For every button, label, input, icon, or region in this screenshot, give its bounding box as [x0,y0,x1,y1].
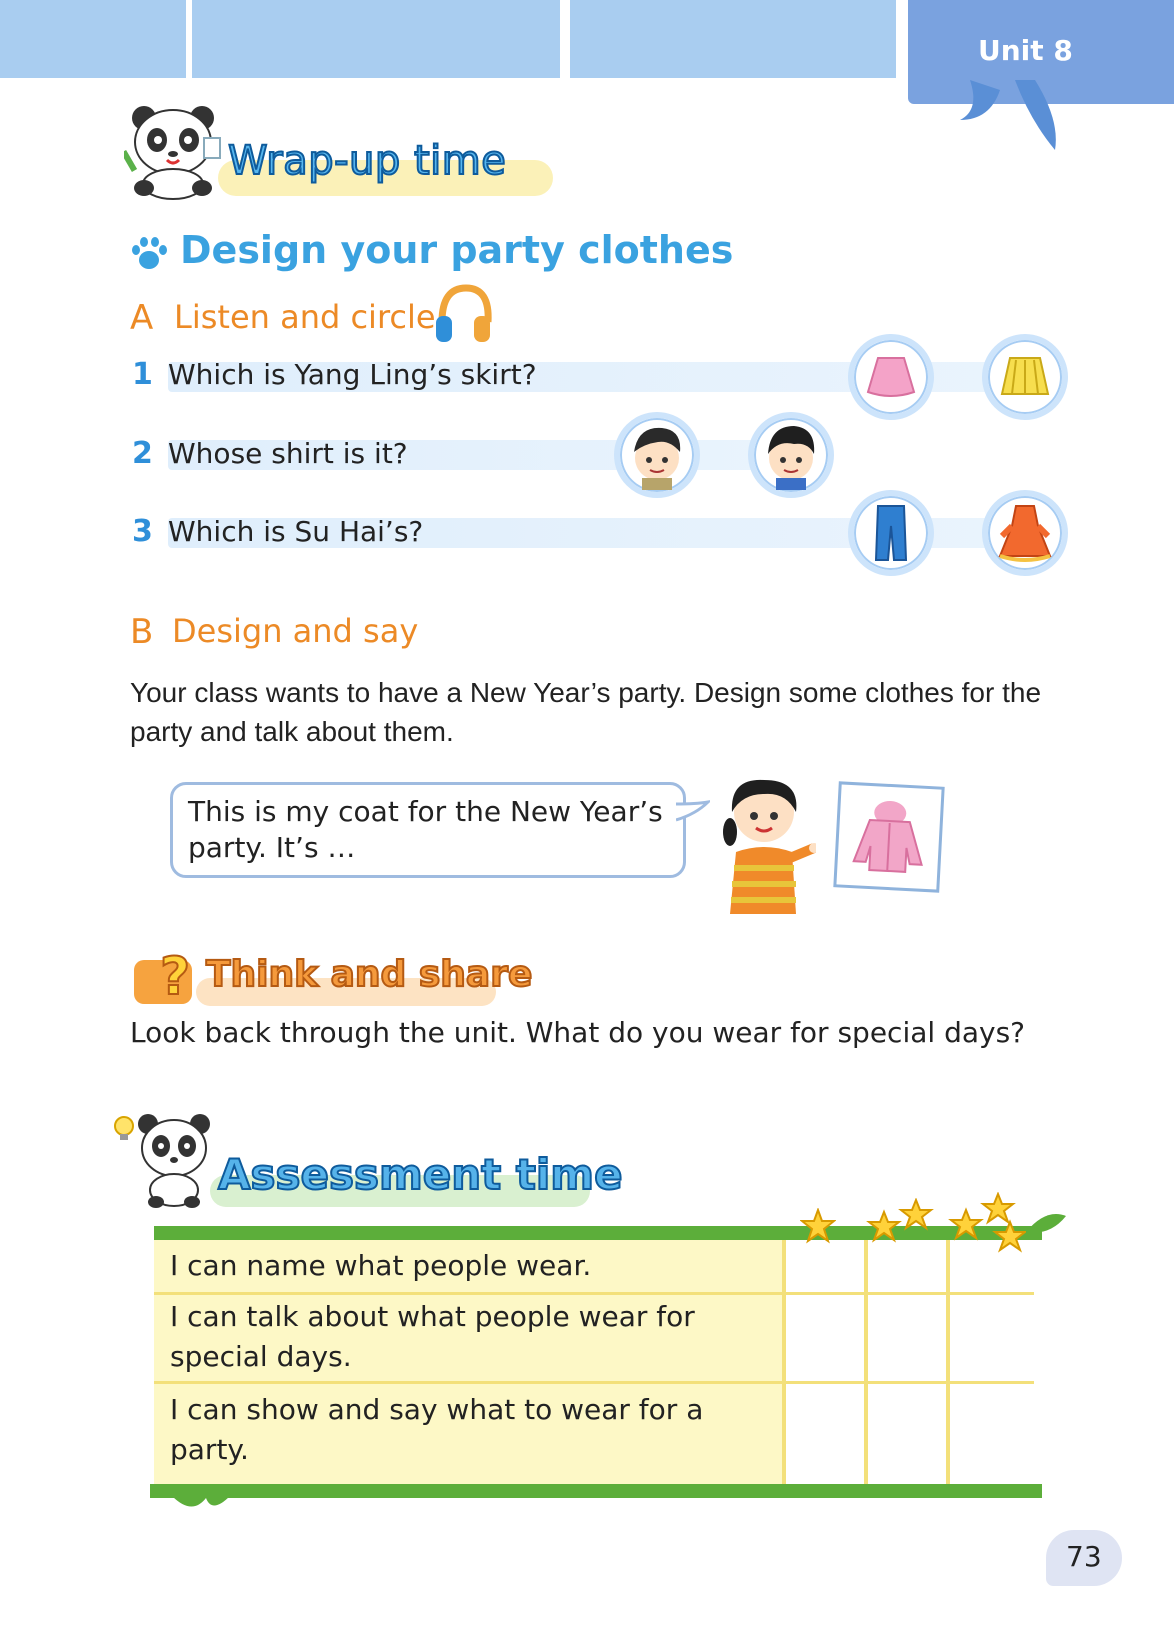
two-stars-icon [866,1198,936,1246]
boy-face-icon [754,418,828,492]
assessment-title: Assessment time [218,1150,623,1199]
choice-boy-1[interactable] [614,412,700,498]
activity-title: Design your party clothes [180,228,734,272]
unit-label: Unit 8 [978,34,1073,67]
question-number: 3 [132,514,153,549]
banner-strip [570,0,896,78]
svg-text:?: ? [160,947,191,1006]
question-number: 2 [132,436,153,471]
panda-mascot-icon [124,104,224,200]
leaf-decoration-icon [1026,1212,1066,1242]
pink-skirt-icon [854,340,928,414]
question-text: Which is Yang Ling’s skirt? [168,358,537,391]
can-do-statement: I can talk about what people wear for special days. [170,1300,695,1373]
speech-text [188,794,663,866]
speech-line-2: party. It’s … [188,831,356,864]
yellow-skirt-icon [988,340,1062,414]
can-do-statement: I can name what people wear. [170,1249,592,1282]
orange-dress-icon [988,496,1062,570]
boy-face-icon [620,418,694,492]
rating-cell-two-stars[interactable] [868,1240,946,1484]
wrap-up-title: Wrap-up time [228,138,507,184]
table-row [154,1240,784,1292]
assessment-table [154,1226,1042,1498]
section-b-instructions: Your class wants to have a New Year’s party. Design some clothes for the party and talk about them. [130,677,1042,747]
paw-icon [130,236,168,272]
rating-cell-one-star[interactable] [786,1240,864,1484]
speech-line-1: This is my coat for the New Year’s [188,795,663,828]
leaf-decoration-icon [172,1494,232,1516]
table-row [154,1295,784,1381]
blue-trousers-icon [854,496,928,570]
choice-orange-dress[interactable] [982,490,1068,576]
choice-blue-trousers[interactable] [848,490,934,576]
table-bottom-border [150,1484,1042,1498]
girl-character-icon [716,772,816,914]
question-text: Whose shirt is it? [168,437,408,470]
rating-cell-three-stars[interactable] [950,1240,1034,1484]
one-star-icon [800,1208,836,1244]
page-number: 73 [1066,1540,1102,1573]
choice-boy-2[interactable] [748,412,834,498]
three-stars-icon [946,1192,1026,1258]
question-number: 1 [132,357,153,392]
pink-coat-icon [836,784,941,889]
think-share-question: Look back through the unit. What do you wear for special days? [130,1016,1026,1049]
choice-yellow-skirt[interactable] [982,334,1068,420]
headphones-icon [434,282,494,346]
think-share-title: Think and share [206,954,533,995]
panda-mascot-icon [134,1112,214,1208]
leaf-decoration-icon [960,80,1080,155]
choice-pink-skirt[interactable] [848,334,934,420]
section-a-title: Listen and circle [174,298,436,336]
question-text: Which is Su Hai’s? [168,515,424,548]
can-do-statement: I can show and say what to wear for a party. [170,1393,704,1466]
speech-bubble-tail [676,800,710,824]
table-row [154,1384,784,1484]
section-a-letter: A [130,298,154,338]
coat-picture-frame [833,781,944,892]
section-b-title: Design and say [172,612,419,650]
question-mark-icon [130,940,196,1006]
banner-strip [0,0,186,78]
banner-strip [192,0,560,78]
section-b-letter: B [130,612,154,652]
